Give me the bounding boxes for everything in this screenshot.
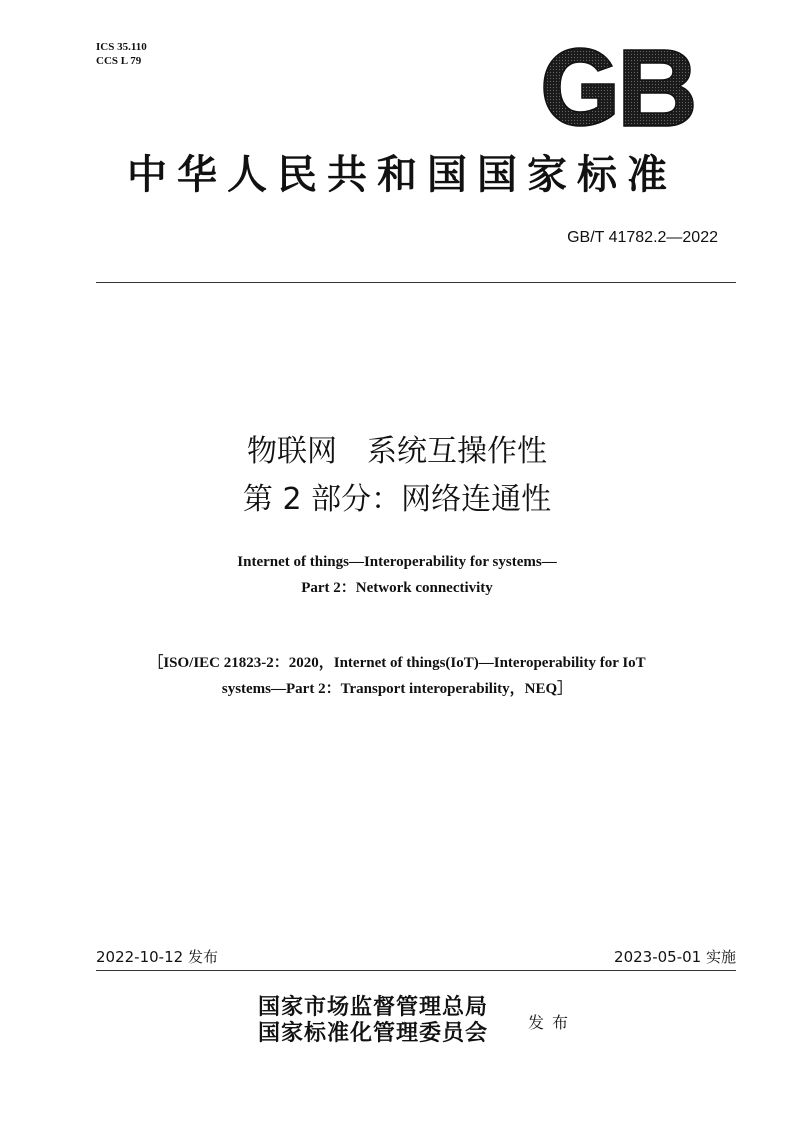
title-cn-line1: 物联网 系统互操作性	[247, 434, 547, 469]
country-standard-title: 中华人民共和国国家标准	[127, 152, 677, 198]
reference-line1: ［ISO/IEC 21823-2：2020，Internet of things(IoT)—Interoperability for IoT	[148, 655, 646, 671]
effective-date: 2023-05-01 实施	[614, 948, 736, 966]
title-cn-line2: 第 2 部分：网络连通性	[242, 482, 552, 517]
issuing-authorities	[258, 994, 488, 1046]
bottom-divider	[96, 970, 736, 971]
standard-number: GB/T 41782.2—2022	[567, 229, 718, 246]
ccs-code: CCS L 79	[96, 55, 142, 67]
issue-date: 2022-10-12 发布	[96, 948, 218, 966]
gb-logo-icon	[540, 44, 696, 130]
classification-codes	[96, 40, 147, 68]
top-divider	[96, 282, 736, 283]
reference-line2: systems—Part 2：Transport interoperability，NEQ］	[221, 681, 573, 697]
reference-standard	[0, 650, 794, 702]
title-en-line2: Part 2：Network connectivity	[301, 580, 493, 596]
title-en	[0, 549, 794, 601]
issuer-samr: 国家市场监督管理总局	[258, 994, 489, 1020]
issuer-sac: 国家标准化管理委员会	[258, 1020, 489, 1046]
gb-logo	[540, 44, 696, 130]
publish-label: 发布	[528, 1013, 577, 1032]
ics-code: ICS 35.110	[96, 41, 147, 53]
title-en-line1: Internet of things—Interoperability for systems—	[237, 554, 557, 570]
